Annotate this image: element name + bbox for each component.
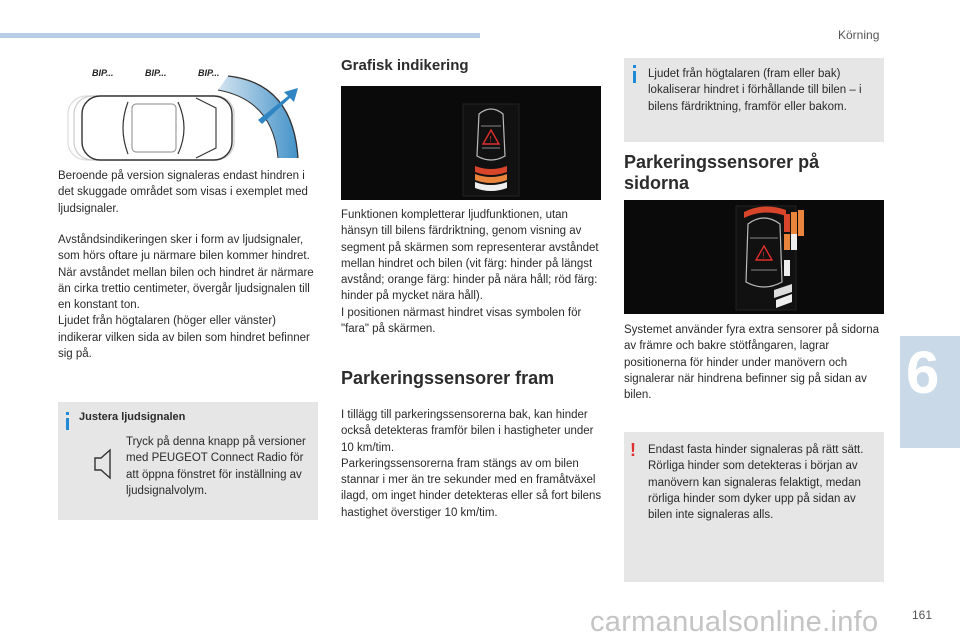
watermark: carmanualsonline.info [590,606,879,638]
warning-text: Endast fasta hinder signaleras på rätt sätt. Rörliga hinder som detekteras i början av manövern kan signaleras felaktigt, medan rörliga hinder som dyker upp på sidan av bilen inte signaleras alls. [648,444,864,522]
side-sensors-photo [624,200,884,314]
chapter-number: 6 [906,339,940,406]
bip-label-3: BIP... [198,68,220,78]
info-icon [66,418,69,430]
adjust-sound-text: Tryck på denna knapp på versioner med PEUGEOT Connect Radio för att öppna fönstret för inställning av ljudsignalvolym. [126,436,306,497]
speaker-info-text: Ljudet från högtalaren (fram eller bak) lokaliserar hindret i förhållande till bilen – i bilens färdriktning, framför eller bakom. [648,68,862,113]
header-bar [0,33,480,38]
graphic-paragraph: Funktionen kompletterar ljudfunktionen, utan hänsyn till bilens färdriktning, genom visning av segment på skärmen som representerar avståndet mellan hindret och bilen (vit färg: hinder på längst avstånd; orange färg: hinder på nära håll; röd färg: hinder på mycket nära håll). I positionen närmast hindret visas symbolen för "fara" på skärmen. [341,209,599,336]
heading-side-sensors: Parkeringssensorer på sidorna [624,152,820,193]
svg-text:!: ! [489,135,492,144]
left-paragraph-1: Beroende på version signaleras endast hindren i det skuggade området som visas i exemplet med ljudsignaler. [58,170,308,215]
section-title: Körning [838,28,880,42]
heading-front-sensors: Parkeringssensorer fram [341,368,555,388]
page-number: 161 [912,608,933,622]
heading-graphic-indication: Grafisk indikering [341,57,469,74]
svg-text:!: ! [762,251,765,260]
side-sensors-paragraph: Systemet använder fyra extra sensorer på sidorna av främre och bakre stötfångaren, lagrar positionerna för hinder under manövern och signalerar när hindrena befinner sig på sidan av bilen. [624,324,880,402]
warning-icon: ! [630,440,636,460]
front-sensors-paragraph: I tillägg till parkeringssensorerna bak, kan hinder också detekteras framför bilen i hastigheter under 10 km/tim. Parkeringssensorerna fram stängs av om bilen stannar i mer än tre sekunder med en framåtväxel ilagd, om inget hinder detekteras eller så fort bilens hastighet överstiger 10 km/tim. [341,409,602,519]
speaker-icon [92,446,118,482]
left-paragraph-2: Avståndsindikeringen sker i form av ljudsignaler, som hörs oftare ju närmare bilen kommer hindret. När avståndet mellan bilen och hindret är närmare än cirka trettio centimeter, övergår ljudsignalen till en konstant ton. Ljudet från högtalaren (höger eller vänster) indikerar vilken sida av bilen som hindret befinner sig på. [58,234,314,361]
bip-label-2: BIP... [145,68,167,78]
bip-label-1: BIP... [92,68,114,78]
graphic-display-photo [341,86,601,200]
info-icon [633,71,636,83]
adjust-sound-title: Justera ljudsignalen [79,411,186,423]
